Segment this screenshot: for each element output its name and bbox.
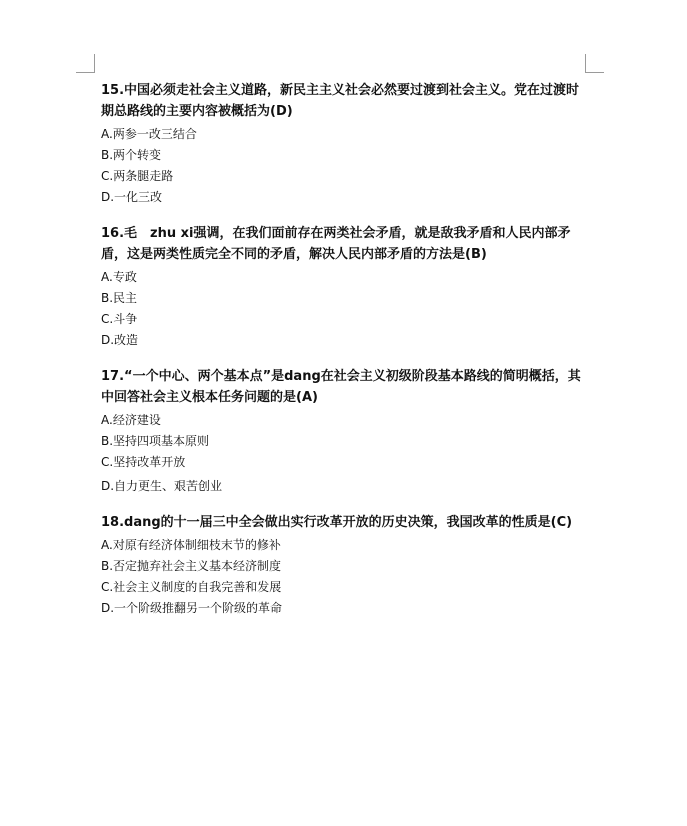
- question-title: 17.“一个中心、两个基本点”是dang在社会主义初级阶段基本路线的简明概括，其中回答社会主义根本任务问题的是(A): [101, 369, 581, 405]
- question-18: [101, 512, 591, 619]
- option-a: A.对原有经济体制细枝末节的修补: [101, 538, 281, 552]
- option-b: B.否定抛弃社会主义基本经济制度: [101, 559, 282, 573]
- option-d: D.自力更生、艰苦创业: [101, 479, 223, 493]
- option-a: A.两参一改三结合: [101, 127, 197, 141]
- question-16: [101, 223, 591, 351]
- option-d: D.改造: [101, 333, 139, 347]
- page-corner-mark-top-right: [585, 54, 604, 73]
- option-c: C.坚持改革开放: [101, 455, 186, 469]
- option-c: C.两条腿走路: [101, 169, 174, 183]
- option-c: C.社会主义制度的自我完善和发展: [101, 580, 282, 594]
- document-body: [101, 80, 591, 634]
- option-d: D.一化三改: [101, 190, 163, 204]
- question-17: [101, 366, 591, 497]
- option-a: A.经济建设: [101, 413, 161, 427]
- question-title: 15.中国必须走社会主义道路，新民主主义社会必然要过渡到社会主义。党在过渡时期总路线的主要内容被概括为(D): [101, 83, 580, 119]
- option-b: B.坚持四项基本原则: [101, 434, 210, 448]
- option-d: D.一个阶级推翻另一个阶级的革命: [101, 601, 283, 615]
- question-title: 18.dang的十一届三中全会做出实行改革开放的历史决策，我国改革的性质是(C): [101, 515, 573, 530]
- option-c: C.斗争: [101, 312, 138, 326]
- option-b: B.两个转变: [101, 148, 162, 162]
- question-title: 16.毛 zhu xi强调，在我们面前存在两类社会矛盾，就是敌我矛盾和人民内部矛盾，这是两类性质完全不同的矛盾，解决人民内部矛盾的方法是(B): [101, 226, 571, 262]
- page-corner-mark-top-left: [76, 54, 95, 73]
- question-15: [101, 80, 591, 208]
- option-b: B.民主: [101, 291, 138, 305]
- option-a: A.专政: [101, 270, 137, 284]
